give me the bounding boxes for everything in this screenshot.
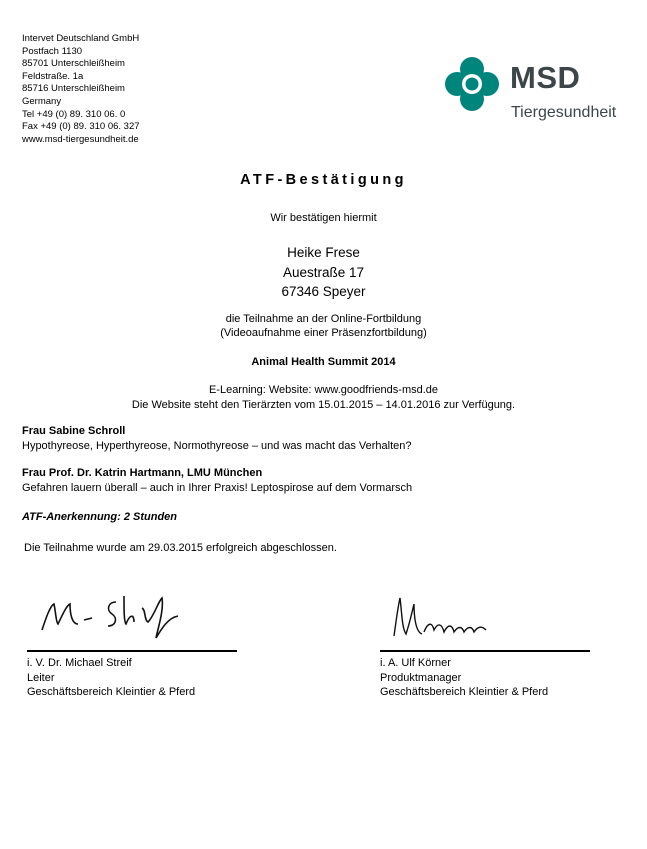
signatory-name: i. A. Ulf Körner: [380, 657, 451, 669]
address-line: Tel +49 (0) 89. 310 06. 0: [22, 108, 126, 120]
elearning-line: E-Learning: Website: www.goodfriends-msd.de: [208, 384, 439, 396]
signatory-division: Geschäftsbereich Kleintier & Pferd: [380, 686, 549, 698]
participation-block: [0, 312, 647, 340]
address-line: Postfach 1130: [22, 45, 83, 57]
signature-line: [380, 650, 590, 652]
atf-recognition: ATF-Anerkennung: 2 Stunden: [22, 511, 178, 523]
participation-line: die Teilnahme an der Online-Fortbildung: [225, 313, 422, 325]
signatory-role: Produktmanager: [380, 671, 462, 684]
address-line: Germany: [22, 95, 62, 107]
signatory-name: i. V. Dr. Michael Streif: [27, 657, 132, 669]
participant-city: 67346 Speyer: [281, 284, 366, 299]
speaker-block: [22, 466, 412, 496]
participant-name: Heike Frese: [287, 245, 360, 260]
event-name: Animal Health Summit 2014: [251, 356, 396, 368]
signature-streif: [38, 588, 198, 644]
speaker-name: Frau Prof. Dr. Katrin Hartmann, LMU München: [22, 467, 263, 479]
participant-street: Auestraße 17: [282, 264, 365, 280]
speaker-topic: Gefahren lauern überall – auch in Ihrer Praxis! Leptospirose auf dem Vormarsch: [22, 482, 413, 494]
address-line: Feldstraße. 1a: [22, 70, 84, 82]
signatory-division: Geschäftsbereich Kleintier & Pferd: [27, 686, 196, 698]
speaker-block: [22, 424, 411, 454]
elearning-block: [0, 383, 647, 412]
logo-subtitle: Tiergesundheit: [511, 104, 617, 121]
document-title: ATF-Bestätigung: [240, 172, 407, 188]
participant-block: [0, 243, 647, 302]
confirm-text: Wir bestätigen hiermit: [270, 212, 377, 224]
address-line: 85701 Unterschleißheim: [22, 58, 125, 70]
signatory-block: [27, 656, 195, 700]
company-address: [22, 33, 140, 146]
address-line: Fax +49 (0) 89. 310 06. 327: [22, 121, 140, 133]
signatory-role: Leiter: [27, 671, 55, 684]
speaker-topic: Hypothyreose, Hyperthyreose, Normothyreose – und was macht das Verhalten?: [22, 440, 412, 452]
msd-logo: [444, 56, 639, 126]
logo-brand: MSD: [510, 60, 581, 95]
signatory-block: [380, 656, 548, 700]
completion-text: Die Teilnahme wurde am 29.03.2015 erfolgreich abgeschlossen.: [24, 542, 337, 554]
msd-logo-icon: [444, 56, 500, 112]
elearning-availability: Die Website steht den Tierärzten vom 15.01.2015 – 14.01.2016 zur Verfügung.: [131, 398, 516, 411]
participation-line: (Videoaufnahme einer Präsenzfortbildung): [220, 327, 427, 339]
address-line: 85716 Unterschleißheim: [22, 83, 125, 95]
signature-koerner: [388, 592, 498, 642]
speaker-name: Frau Sabine Schroll: [22, 425, 126, 437]
address-line: www.msd-tiergesundheit.de: [22, 133, 139, 145]
address-line: Intervet Deutschland GmbH: [22, 33, 140, 44]
signature-line: [27, 650, 237, 652]
